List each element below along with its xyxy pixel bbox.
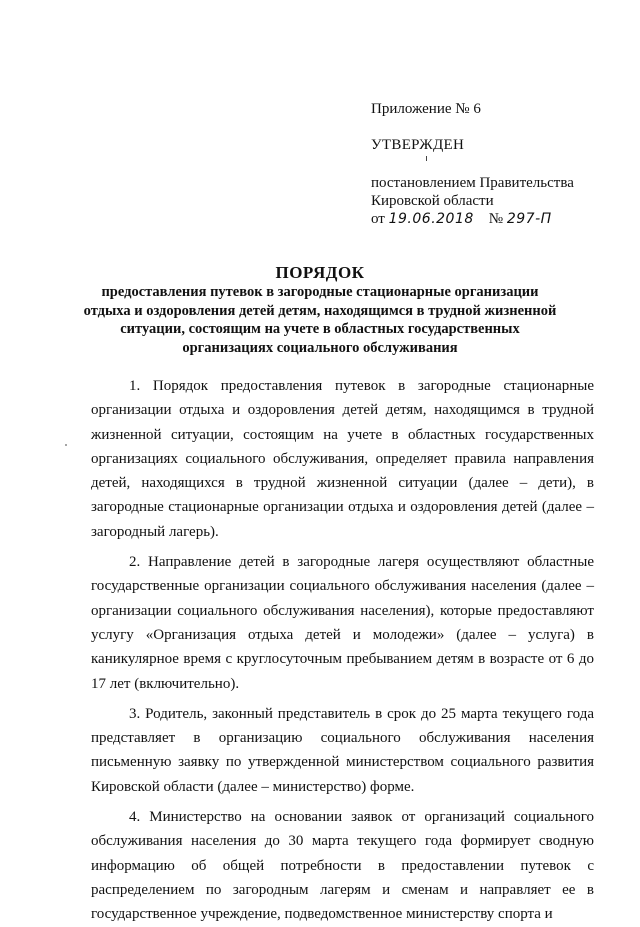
approved-label: УТВЕРЖДЕН: [371, 137, 465, 153]
paragraph-3: 3. Родитель, законный представитель в срок до 25 марта текущего года представляет в организацию социального обслуживания населения письменную заявку по утвержденной министерством социального развития Кировской области (далее – министерство) форме.: [91, 705, 594, 795]
pen-mark: [426, 156, 427, 161]
date-prefix: от: [371, 211, 385, 227]
decree-line-2: Кировской области: [371, 193, 494, 209]
approval-stamp-block: [371, 100, 621, 228]
scan-speck: [65, 444, 67, 446]
document-title-block: [80, 263, 560, 357]
decree-line-1: постановлением Правительства: [371, 175, 574, 191]
paragraph-1: 1. Порядок предоставления путевок в загородные стационарные организации отдыха и оздоровления детей детям, находящимся в трудной жизненной ситуации, состоящим на учете в областных государственных организациях социального обслуживания, определяет правила направления детей, находящихся в трудной жизненной ситуации (далее – дети), в загородные стационарные организации отдыха и оздоровления детей (далее – загородный лагерь).: [91, 378, 594, 540]
handwritten-number: 297-П: [506, 211, 552, 227]
paragraph-2: 2. Направление детей в загородные лагеря осуществляют областные государственные организации социального обслуживания населения (далее – организации социального обслуживания населения), которые предоставляют услугу «Организация отдыха детей и молодежи» (далее – услуга) в каникулярное время с круглосуточным пребыванием детям в возрасте от 6 до 17 лет (включительно).: [91, 554, 594, 692]
number-prefix: №: [488, 211, 504, 227]
document-body: [91, 374, 594, 927]
paragraph-4: 4. Министерство на основании заявок от организаций социального обслуживания населения до 30 марта текущего года формирует сводную информацию об общей потребности в предоставлении путевок с распределением по загородным лагерям и сменам и направляет ее в государственное учреждение, подведомственное министерству спорта и: [91, 809, 594, 923]
appendix-label: Приложение № 6: [371, 101, 481, 117]
handwritten-date: 19.06.2018: [388, 211, 474, 227]
document-title: ПОРЯДОК: [275, 263, 365, 282]
decree-date-number-line: [371, 210, 621, 228]
document-subtitle: предоставления путевок в загородные стационарные организации отдыха и оздоровления детей детям, находящимся в трудной жизненной ситуации, состоящим на учете в областных государственных организациях социального обслуживания: [83, 284, 557, 356]
